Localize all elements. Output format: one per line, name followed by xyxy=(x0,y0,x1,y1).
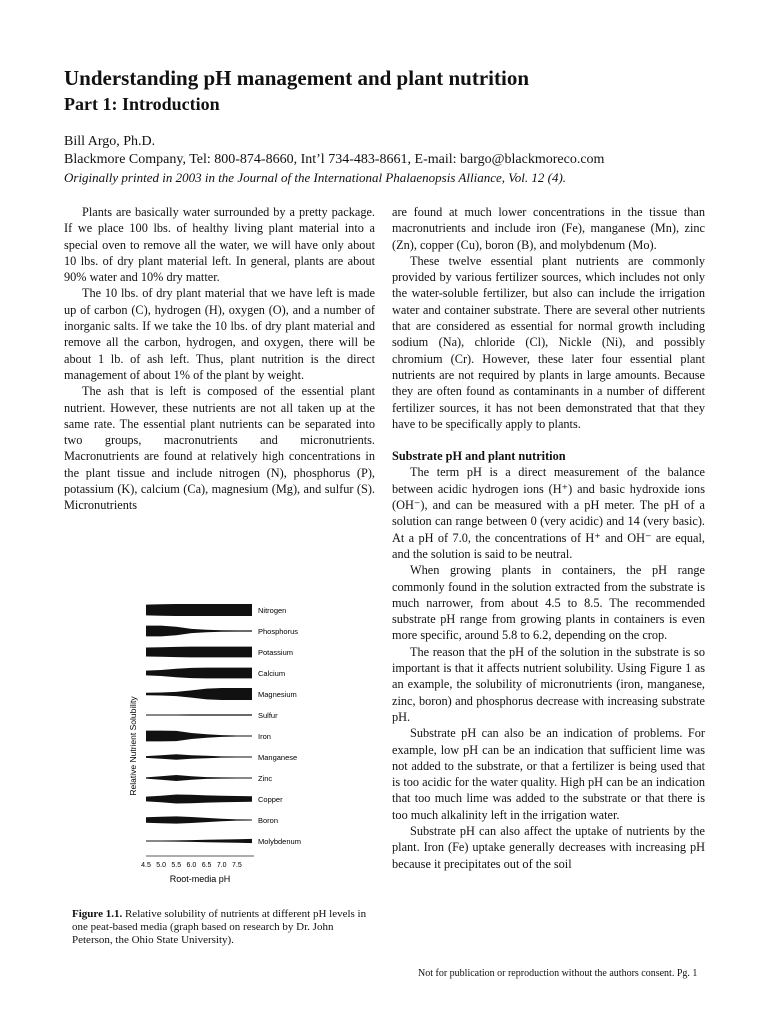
x-tick-label: 6.5 xyxy=(201,862,212,869)
series-label: Zinc xyxy=(258,774,273,783)
author-name: Bill Argo, Ph.D. xyxy=(64,134,156,149)
x-tick-label: 4.5 xyxy=(141,862,151,869)
band-copper xyxy=(146,795,252,804)
original-publication-note: Originally printed in 2003 in the Journal of the International Phalaenopsis Alliance, Vol. 12 (4). xyxy=(64,170,567,185)
paragraph: These twelve essential plant nutrients are commonly provided by various fertilizer sources, which includes not only the water-soluble fertilizer, but also can include the irrigation water and container substrate. There are several other nutrients that are considered as essential for normal growth including sodium (Na), chloride (Cl), Nickle (Ni), and possibly chromium (Cr). However, these later four essential plant nutrients are not required by plants in large amounts. Because they are often found as contaminants in a number of different fertilizer sources, it has not been demonstrated that that they have to be specifically apply to plants. xyxy=(392,253,705,431)
paragraph: Substrate pH can also affect the uptake of nutrients by the plant. Iron (Fe) uptake generally decreases with increasing pH because it precipitates out of the soil xyxy=(392,823,705,871)
series-label: Magnesium xyxy=(258,690,297,699)
series-label: Calcium xyxy=(258,669,286,678)
paragraph: Plants are basically water surrounded by a pretty package. If we place 100 lbs. of healthy living plant material into a special oven to remove all the water, we will have only about 10 lbs. of dry plant material left. In general, plants are about 90% water and 10% dry matter. xyxy=(64,205,375,285)
paragraph-continued: are found at much lower concentrations in the tissue than macronutrients and include iron (Fe), manganese (Mn), zinc (Zn), copper (Cu), boron (B), and molybdenum (Mo). xyxy=(392,205,705,252)
band-iron xyxy=(146,731,252,742)
band-sulfur xyxy=(146,714,252,715)
paragraph: The term pH is a direct measurement of the balance between acidic hydrogen ions (H⁺) and basic hydroxide ions (OH⁻), and can be measured with a pH meter. The pH of a solution can range between 0 (very acidic) and 14 (very basic). At a pH of 7.0, the concentrations of H⁺ and OH⁻ are equal, and the solution is said to be neutral. xyxy=(392,465,705,561)
caption-text: Relative solubility of nutrients at different pH levels in one peat-based media (graph based on research by Dr. John Peterson, the Ohio State University). xyxy=(72,908,367,946)
band-phosphorus xyxy=(146,626,252,637)
page-subtitle: Part 1: Introduction xyxy=(64,94,220,114)
series-label: Sulfur xyxy=(258,711,278,720)
author-affiliation: Blackmore Company, Tel: 800-874-8660, Int’l 734-483-8661, E-mail: bargo@blackmoreco.com xyxy=(64,152,605,167)
series-label: Molybdenum xyxy=(258,837,301,846)
section-heading: Substrate pH and plant nutrition xyxy=(392,449,566,464)
right-column xyxy=(392,204,705,872)
band-boron xyxy=(146,816,252,823)
x-tick-label: 7.0 xyxy=(216,862,227,869)
series-label: Copper xyxy=(258,795,283,804)
y-axis-label: Relative Nutrient Solubility xyxy=(128,696,138,796)
page-title: Understanding pH management and plant nutrition xyxy=(64,66,530,90)
nutrient-solubility-chart xyxy=(124,596,334,896)
x-tick-label: 6.0 xyxy=(186,862,197,869)
page-footer: Not for publication or reproduction without the authors consent. Pg. 1 xyxy=(418,968,698,979)
paragraph: When growing plants in containers, the pH range commonly found in the solution extracted from the substrate is much narrower, from about 4.5 to 8.5. The recommended substrate pH range from growing plants in containers is even more specific, around 5.8 to 6.2, depending on the crop. xyxy=(392,563,705,643)
paragraph: The reason that the pH of the solution in the substrate is so important is that it affects nutrient solubility. Using Figure 1 as an example, the solubility of micronutrients (iron, manganese, zinc, boron) and phosphorus decrease with increasing substrate pH. xyxy=(392,644,705,724)
x-tick-label: 7.5 xyxy=(231,862,242,869)
series-label: Phosphorus xyxy=(258,627,299,636)
band-calcium xyxy=(146,668,252,679)
figure-caption xyxy=(72,908,372,947)
series-label: Iron xyxy=(258,732,271,741)
series-label: Potassium xyxy=(258,648,294,657)
band-zinc xyxy=(146,775,252,781)
band-molybdenum xyxy=(146,839,252,843)
band-magnesium xyxy=(146,688,252,700)
x-tick-label: 5.5 xyxy=(171,862,182,869)
caption-label: Figure 1.1. xyxy=(72,908,123,920)
series-label: Boron xyxy=(258,816,279,825)
band-manganese xyxy=(146,754,252,759)
paragraph: The ash that is left is composed of the essential plant nutrient. However, these nutrients are not all taken up at the same rate. The essential plant nutrients can be separated into two groups, macronutrients and micronutrients. Macronutrients are found at relatively high concentrations in the plant tissue and include nitrogen (N), phosphorus (P), potassium (K), calcium (Ca), magnesium (Mg), and sulfur (S). Micronutrients xyxy=(64,384,375,513)
x-tick-label: 5.0 xyxy=(156,862,167,869)
left-column xyxy=(64,204,375,514)
figure-nutrient-solubility xyxy=(124,596,334,896)
series-label: Nitrogen xyxy=(258,606,287,615)
x-axis-label: Root-media pH xyxy=(169,874,231,884)
band-nitrogen xyxy=(146,604,252,616)
band-potassium xyxy=(146,647,252,658)
series-label: Manganese xyxy=(258,753,298,762)
paragraph: Substrate pH can also be an indication of problems. For example, low pH can be an indication that sufficient lime was not added to the substrate, or that a fertilizer is being used that is too acidic for the water quality. High pH can be an indication that too much lime was added to the substrate or that there is too much alkalinity left in the irrigation water. xyxy=(392,726,705,822)
paragraph: The 10 lbs. of dry plant material that we have left is made up of carbon (C), hydrogen (H), oxygen (O), and a number of inorganic salts. If we take the 10 lbs. of dry plant material and remove all the carbon, hydrogen, and oxygen, there will be about 1 lb. of ash left. Thus, plant nutrition is the direct management of about 1% of the plant by weight. xyxy=(64,286,375,382)
